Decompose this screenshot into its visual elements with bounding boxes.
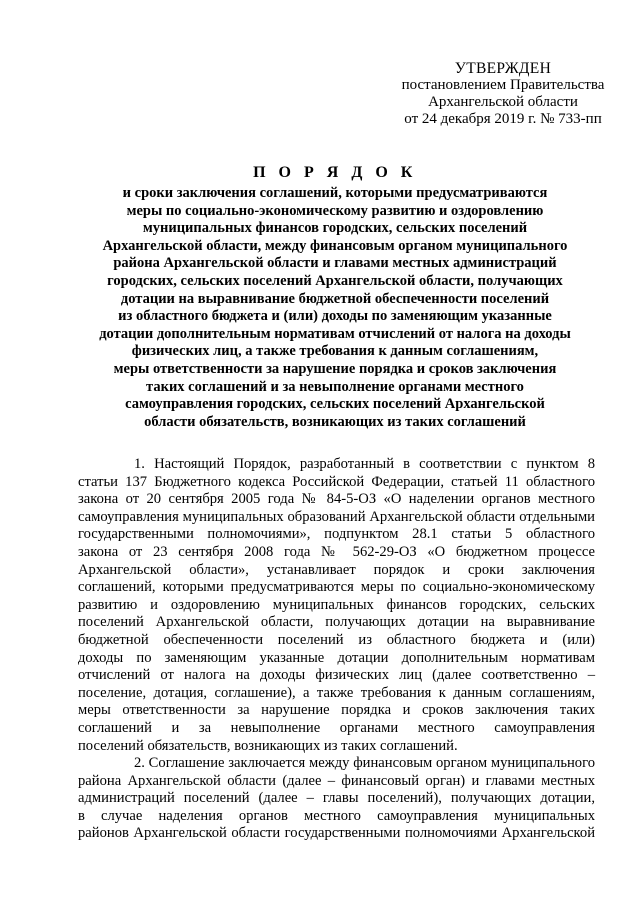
approval-stamp-title: УТВЕРЖДЕН: [454, 60, 552, 77]
paragraph-line: закона от 23 сентября 2008 года № 562-29-ОЗ «О бюджетном процессе: [78, 543, 595, 560]
subtitle-line: дотации на выравнивание бюджетной обеспеченности поселений: [120, 290, 550, 307]
subtitle-line: области обязательств, возникающих из таких соглашений: [144, 413, 526, 430]
paragraph-2: [78, 755, 595, 843]
paragraph-line: соглашений и за невыполнение органами местного самоуправления: [78, 719, 595, 736]
paragraph-line: государственными полномочиями», подпунктом 28.1 статьи 5 областного: [78, 526, 595, 543]
paragraph-line: поселений Архангельской области, получающих дотации на выравнивание: [78, 614, 595, 631]
subtitle-line: Архангельской области, между финансовым органом муниципального: [102, 237, 568, 254]
subtitle-line: городских, сельских поселений Архангельской области, получающих: [107, 272, 563, 289]
paragraph-line: отчислений от налога на доходы физических лиц (далее соответственно –: [78, 667, 595, 684]
subtitle-line: самоуправления городских, сельских поселений Архангельской: [125, 396, 545, 413]
subtitle-line: из областного бюджета и (или) доходы по заменяющим указанные: [118, 308, 552, 325]
paragraph-line: 1. Настоящий Порядок, разработанный в соответствии с пунктом 8: [134, 456, 595, 472]
paragraph-line: района Архангельской области (далее – финансовый орган) и главами местных: [78, 772, 595, 789]
subtitle-line: таких соглашений и за невыполнение органами местного: [146, 378, 524, 395]
paragraph-line: соглашений, которыми предусматриваются меры по социально-экономическому: [78, 579, 595, 596]
approval-block: [388, 60, 618, 128]
document-body: [78, 456, 595, 843]
paragraph-1: [78, 456, 595, 755]
subtitle-line: муниципальных финансов городских, сельских поселений: [142, 220, 528, 237]
document-heading: [70, 163, 600, 431]
paragraph-line: меры ответственности за нарушение порядка и сроков заключения таких: [78, 702, 595, 719]
paragraph-line: администраций поселений (далее – главы поселений), получающих дотации,: [78, 790, 595, 807]
paragraph-line: закона от 20 сентября 2005 года № 84-5-ОЗ «О наделении органов местного: [78, 491, 595, 508]
subtitle-line: физических лиц, а также требования к данным соглашениям,: [131, 343, 539, 360]
paragraph-line: поселение, дотация, соглашение), а также требования к данным соглашениям,: [78, 684, 595, 701]
paragraph-line: 2. Соглашение заключается между финансовым органом муниципального: [134, 755, 595, 772]
paragraph-line: самоуправления муниципальных образований Архангельской области отдельными: [78, 508, 595, 525]
paragraph-line: развитию и оздоровлению муниципальных финансов городских, сельских: [78, 596, 595, 613]
paragraph-line: бюджетной обеспеченности поселений из областного бюджета и (или): [78, 631, 595, 648]
approval-line-3: от 24 декабря 2019 г. № 733-пп: [404, 111, 602, 127]
approval-line-2: Архангельской области: [428, 94, 578, 110]
paragraph-line: статьи 137 Бюджетного кодекса Российской Федерации, статьей 11 областного: [78, 473, 595, 490]
subtitle-line: меры по социально-экономическому развитию и оздоровлению: [126, 202, 544, 219]
approval-line-1: постановлением Правительства: [401, 77, 605, 93]
subtitle-line: дотации дополнительным нормативам отчислений от налога на доходы: [99, 325, 571, 342]
paragraph-line: в случае наделения органов местного самоуправления муниципальных: [78, 807, 595, 824]
document-title: П О Р Я Д О К: [253, 164, 417, 181]
paragraph-line: доходы по заменяющим указанные дотации дополнительным нормативам: [78, 649, 595, 666]
subtitle-line: и сроки заключения соглашений, которыми предусматриваются: [122, 185, 548, 201]
paragraph-line: поселений обязательств, возникающих из таких соглашений.: [78, 737, 458, 754]
paragraph-line: районов Архангельской области государственными полномочиями Архангельской: [78, 825, 595, 842]
subtitle-line: меры ответственности за нарушение порядка и сроков заключения: [113, 360, 557, 377]
subtitle-line: района Архангельской области и главами местных администраций: [113, 255, 557, 272]
paragraph-line: Архангельской области», устанавливает порядок и сроки заключения: [78, 561, 595, 578]
